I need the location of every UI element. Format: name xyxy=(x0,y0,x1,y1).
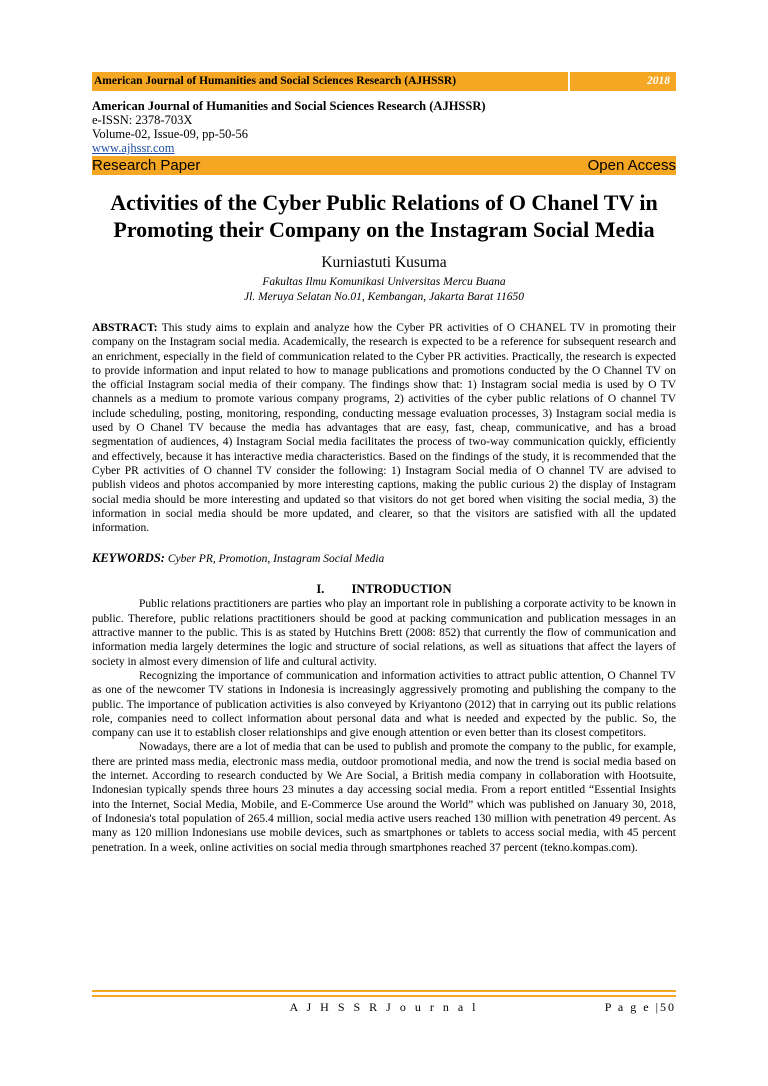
footer-divider-bottom xyxy=(92,995,676,997)
page-number: P a g e |50 xyxy=(604,1000,676,1014)
header-journal: American Journal of Humanities and Social Sciences Research (AJHSSR) xyxy=(92,72,568,91)
paper-page xyxy=(92,72,676,855)
meta-volume: Volume-02, Issue-09, pp-50-56 xyxy=(92,127,248,141)
intro-paragraph-3: Nowadays, there are a lot of media that can be used to publish and promote the company to the public, for example, there are printed mass media, electronic mass media, outdoor promotional media, and now the trend is social media based on the internet. According to research conducted by We Are Social, a British media company in collaboration with Hootsuite, Indonesian typically spends three hours 23 minutes a day accessing social media. From a report entitled “Essential Insights into the Internet, Social Media, Mobile, and E-Commerce Use around the World” which was published on January 30, 2018, of Indonesia's total population of 265.4 million, social media active users reached 130 million with penetration 49 percent. As many as 120 million Indonesians use mobile devices, such as smartphones or tablets to access social media, with 45 percent penetration. In a week, online activities on social media through smartphones reached 37 percent (tekno.kompas.com). xyxy=(92,741,676,854)
running-header xyxy=(92,72,676,91)
meta-issn: e-ISSN: 2378-703X xyxy=(92,113,193,127)
keywords-label: KEYWORDS: xyxy=(92,551,165,566)
footer-journal: A J H S S R J o u r n a l xyxy=(289,1000,479,1014)
paper-type-bar xyxy=(92,156,676,175)
abstract xyxy=(92,321,676,535)
section-number: I. xyxy=(316,582,325,597)
abstract-text: This study aims to explain and analyze how the Cyber PR activities of O CHANEL TV in promoting their company on the Instagram social media. Academically, the research is expected to be a reference for subsequent research and an enrichment, especially in the field of communication related to the Cyber PR activities. Practically, the research is expected to provide information and input related to how to manage publications and promotions conducted by the O Channel TV on the official Instagram social media of their company. The findings show that: 1) Instagram social media is used by O TV channels as a medium to promote various company programs, 2) activities of the cyber public relations of O channel TV include scheduling, posting, monitoring, responding, conducting message evaluation processes, 3) Instagram social media is used by O Chanel TV because the media has advantages that are easy, fast, cheap, communicative, and has a broad segmentation of audiences, 4) Instagram Social media facilitates the process of two-way communication quickly, efficiently and effectively, because it has interactive media characteristics. Based on the findings of the study, it is recommended that the Cyber PR activities of O channel TV consider the following: 1) Instagram Social media of O channel TV are advised to publish videos and photos accompanied by more interesting captions, making the public curious 2) the display of Instagram social media should be more interesting and updated so that visitors do not get bored when visiting the social media, 3) the information in social media should be more updated, and clearer, so that the visitors are satisfied with all the updated information. xyxy=(92,322,676,535)
journal-meta xyxy=(92,99,676,155)
meta-journal: American Journal of Humanities and Social Sciences Research (AJHSSR) xyxy=(92,99,486,113)
intro-paragraph-2: Recognizing the importance of communication and information activities to attract public attention, O Channel TV as one of the newcomer TV stations in Indonesia is increasingly aggressively promoting and publishing the company to the public. The importance of publication activities is also conveyed by Kriyantono (2012) that in carrying out its public relations role, companies need to collect information about personal data and what is needed and expected by the public. So, the company can use it to establish closer relationships and give enough attention or even better than its closest competitors. xyxy=(92,669,676,740)
section-title: INTRODUCTION xyxy=(351,582,452,597)
header-year: 2018 xyxy=(568,72,676,91)
journal-link[interactable]: www.ajhssr.com xyxy=(92,141,175,155)
abstract-label: ABSTRACT: xyxy=(92,322,158,334)
intro-paragraph-1: Public relations practitioners are parties who play an important role in publishing a corporate activity to be known in public. Therefore, public relations practitioners should be good at packing communication and publication messages in an attractive manner to the public. This is as stated by Hutchins Brett (2008: 852) that currently the flow of communication and information media largely determines the logic and structure of social relations, as well as situations that affect the layers of society in almost every dimension of life and cultural activity. xyxy=(92,598,676,668)
affiliation-line-1: Fakultas Ilmu Komunikasi Universitas Mercu Buana xyxy=(262,276,506,288)
research-paper-label: Research Paper xyxy=(92,157,201,174)
keywords xyxy=(92,551,676,566)
keywords-text: Cyber PR, Promotion, Instagram Social Media xyxy=(167,553,385,566)
author-affiliation xyxy=(92,275,676,305)
introduction xyxy=(92,597,676,854)
affiliation-line-2: Jl. Meruya Selatan No.01, Kembangan, Jakarta Barat 11650 xyxy=(244,291,524,303)
paper-author: Kurniastuti Kusuma xyxy=(321,254,447,271)
open-access-label: Open Access xyxy=(587,157,676,174)
section-heading xyxy=(92,582,676,597)
footer-divider-top xyxy=(92,990,676,992)
paper-title: Activities of the Cyber Public Relations of O Chanel TV in Promoting their Company on the Instagram Social Media xyxy=(110,190,658,242)
